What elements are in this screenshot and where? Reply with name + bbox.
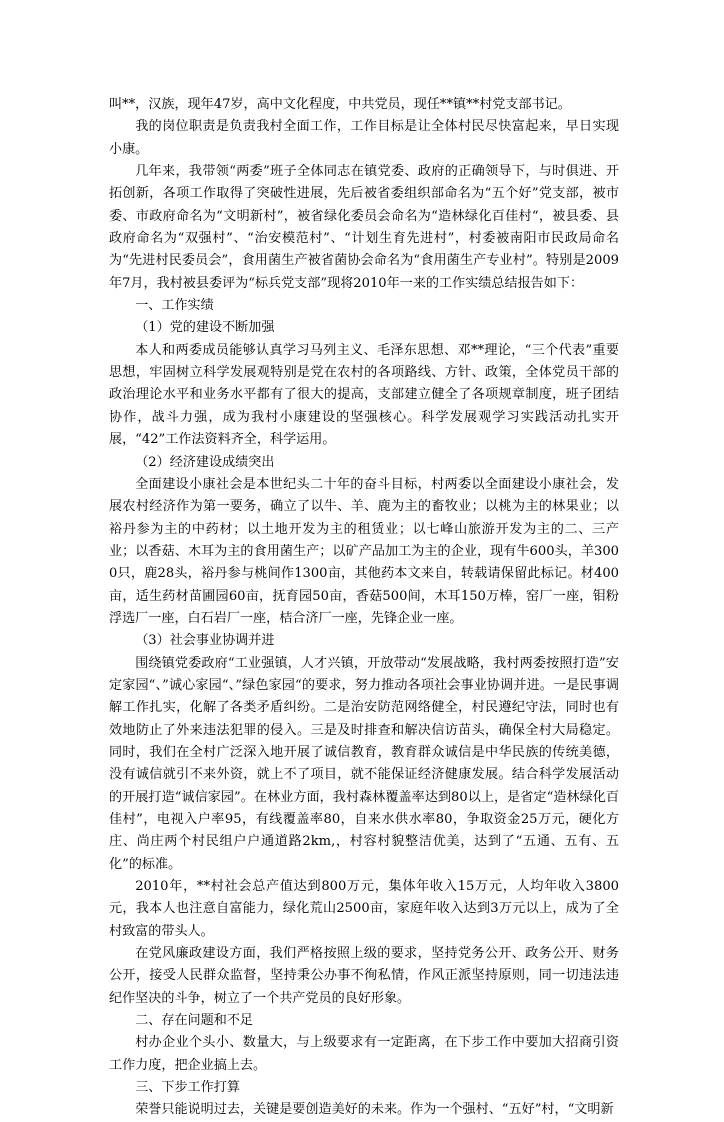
paragraph-job-duty: 我的岗位职责是负责我村全面工作，工作目标是让全体村民尽快富起来，早日实现小康。 (109, 119, 619, 157)
section-heading-problems: 二、存在问题和不足 (135, 1013, 254, 1029)
paragraph-next-steps: 荣誉只能说明过去，关键是要创造美好的未来。作为一个强村、“五好”村，“文明新 (135, 1102, 614, 1118)
subheading-economic-construction: （2）经济建设成绩突出 (135, 454, 275, 470)
subheading-party-building: （1）党的建设不断加强 (135, 320, 275, 336)
paragraph-clean-governance: 在党风廉政建设方面，我们严格按照上级的要求，坚持党务公开、政务公开、财务公开，接受人民群众监督，坚持秉公办事不徇私情，作风正派坚持原则，同一切违法违纪作坚决的斗争，树立了一个共产党员的良好形象。 (109, 946, 619, 1006)
paragraph-2010-output: 2010年，**村社会总产值达到800万元，集体年收入15万元，人均年收入3800元，我本人也注意自富能力，绿化荒山2500亩，家庭年收入达到3万元以上，成为了全村致富的带头人。 (109, 879, 619, 939)
section-heading-next-steps: 三、下步工作打算 (135, 1080, 240, 1096)
paragraph-party-building: 本人和两委成员能够认真学习马列主义、毛泽东思想、邓**理论，“三个代表”重要思想，牢固树立科学发展观特别是党在农村的各项路线、方针、政策，全体党员干部的政治理论水平和业务水平都有了很大的提高，支部建立健全了各项规章制度，班子团结协作，战斗力强，成为我村小康建设的坚强核心。科学发展观学习实践活动扎实开展，“42”工作法资料齐全，科学运用。 (109, 342, 619, 448)
paragraph-achievements-overview: 几年来，我带领“两委”班子全体同志在镇党委、政府的正确领导下，与时俱进、开拓创新，各项工作取得了突破性进展，先后被省委组织部命名为“五个好”党支部，被市委、市政府命名为“文明新村”，被省绿化委员会命名为“造林绿化百佳村“，被县委、县政府命名为“双强村”、“治安模范村”、“计划生育先进村”，村委被南阳市民政局命名为“先进村民委员会”，食用菌生产被省菌协会命名为“食用菌生产专业村”。特别是2009年7月，我村被县委评为“标兵党支部”现将2010年一来的工作实绩总结报告如下： (109, 164, 619, 291)
subheading-social-affairs: （3）社会事业协调并进 (135, 633, 275, 649)
paragraph-problems: 村办企业个头小、数量大，与上级要求有一定距离，在下步工作中要加大招商引资工作力度，把企业搞上去。 (109, 1035, 619, 1073)
paragraph-economic-construction: 全面建设小康社会是本世纪头二十年的奋斗目标，村两委以全面建设小康社会，发展农村经济作为第一要务，确立了以牛、羊、鹿为主的畜牧业；以桃为主的林果业；以裕丹参为主的中药材；以土地开发为主的租赁业；以七峰山旅游开发为主的二、三产业；以香菇、木耳为主的食用菌生产；以矿产品加工为主的企业，现有牛600头，羊3000只，鹿28头，裕丹参与桃间作1300亩，其他药本文来自，转载请保留此标记。材400亩，适生药材苗圃园60亩，抚育园50亩，香菇500间，木耳150万棒，窑厂一座，钼粉浮选厂一座，白石岩厂一座，桔合济厂一座，先锋企业一座。 (109, 476, 619, 626)
paragraph-social-affairs: 围绕镇党委政府“工业强镇，人才兴镇，开放带动“发展战略，我村两委按照打造”安定家园“、”诚心家园“、”绿色家园“的要求，努力推动各项社会事业协调并进。一是民事调解工作扎实，化解了各类矛盾纠纷。二是治安防范网络健全，村民遵纪守法，同时也有效地防止了外来违法犯罪的侵入。三是及时排查和解决信访苗头，确保全村大局稳定。同时，我们在全村广泛深入地开展了诚信教育，教育群众诚信是中华民族的传统美德，没有诚信就引不来外资，就上不了项目，就不能保证经济健康发展。结合科学发展活动的开展打造“诚信家园”。在林业方面，我村森林覆盖率达到80以上，是省定“造林绿化百佳村”，电视入户率95，有线覆盖率80，自来水供水率80，争取资金25万元，硬化方庄、尚庄两个村民组户户通道路2km,，村容村貌整洁优美，达到了“五通、五有、五化”的标准。 (109, 655, 619, 872)
document-body (109, 94, 619, 1122)
section-heading-work-results: 一、工作实绩 (135, 298, 214, 314)
paragraph-intro: 叫**，汉族，现年47岁，高中文化程度，中共党员，现任**镇**村党支部书记。 (109, 97, 571, 112)
